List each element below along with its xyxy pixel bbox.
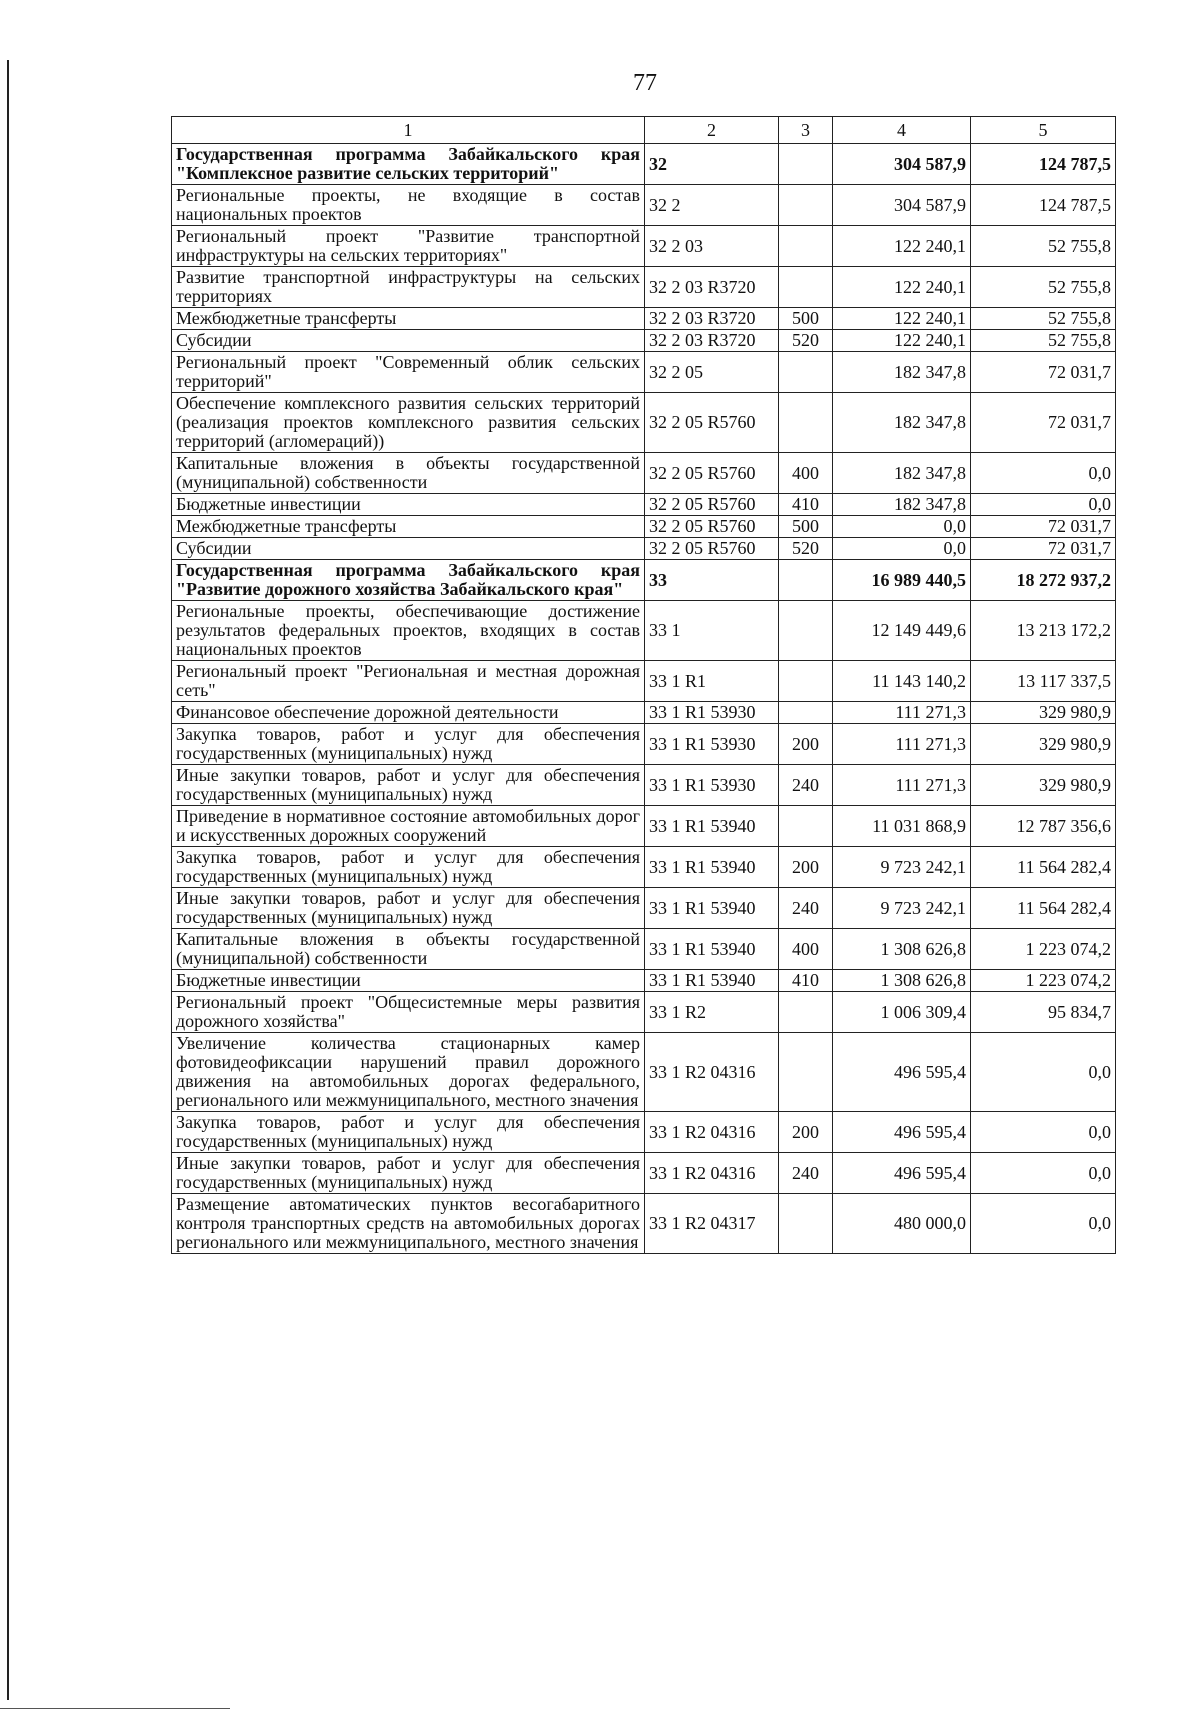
row-name-cell: Иные закупки товаров, работ и услуг для обеспечения государственных (муниципальных) нужд [172, 888, 645, 929]
row-value-2024-cell: 122 240,1 [833, 267, 971, 308]
row-value-2025-cell: 52 755,8 [971, 267, 1116, 308]
row-code-cell: 32 2 05 R5760 [645, 538, 779, 560]
row-name-cell: Увеличение количества стационарных камер фотовидеофиксации нарушений правил дорожного движения на автомобильных дорогах федерального, регионального или межмуниципального, местного значения [172, 1033, 645, 1112]
page-number: 77 [633, 70, 657, 96]
row-name-cell: Иные закупки товаров, работ и услуг для обеспечения государственных (муниципальных) нужд [172, 1153, 645, 1194]
row-name-cell: Иные закупки товаров, работ и услуг для обеспечения государственных (муниципальных) нужд [172, 765, 645, 806]
row-expense-type-cell: 410 [779, 494, 833, 516]
row-value-2025-cell: 1 223 074,2 [971, 929, 1116, 970]
row-name-cell: Капитальные вложения в объекты государственной (муниципальной) собственности [172, 929, 645, 970]
row-value-2025-cell: 329 980,9 [971, 724, 1116, 765]
row-value-2024-cell: 111 271,3 [833, 765, 971, 806]
row-value-2024-cell: 182 347,8 [833, 453, 971, 494]
row-value-2024-cell: 122 240,1 [833, 226, 971, 267]
row-value-2024-cell: 182 347,8 [833, 494, 971, 516]
table-row [172, 267, 1116, 308]
table-row [172, 847, 1116, 888]
row-value-2025-cell: 0,0 [971, 453, 1116, 494]
header-col-3: 3 [779, 117, 833, 144]
row-value-2025-cell: 0,0 [971, 1153, 1116, 1194]
row-name-cell: Бюджетные инвестиции [172, 494, 645, 516]
table-body [172, 144, 1116, 1254]
row-name-cell: Региональный проект "Развитие транспортной инфраструктуры на сельских территориях" [172, 226, 645, 267]
row-value-2025-cell: 95 834,7 [971, 992, 1116, 1033]
row-expense-type-cell [779, 393, 833, 453]
row-value-2025-cell: 13 213 172,2 [971, 601, 1116, 661]
row-name-cell: Субсидии [172, 538, 645, 560]
row-name-cell: Государственная программа Забайкальского края "Развитие дорожного хозяйства Забайкальского края" [172, 560, 645, 601]
row-name-cell: Закупка товаров, работ и услуг для обеспечения государственных (муниципальных) нужд [172, 724, 645, 765]
row-value-2024-cell: 496 595,4 [833, 1112, 971, 1153]
row-value-2025-cell: 11 564 282,4 [971, 847, 1116, 888]
row-expense-type-cell [779, 601, 833, 661]
row-value-2024-cell: 9 723 242,1 [833, 888, 971, 929]
row-code-cell: 32 2 03 R3720 [645, 330, 779, 352]
table-row [172, 1033, 1116, 1112]
row-value-2025-cell: 0,0 [971, 1033, 1116, 1112]
row-expense-type-cell: 410 [779, 970, 833, 992]
row-value-2025-cell: 329 980,9 [971, 765, 1116, 806]
row-code-cell: 33 1 R2 04316 [645, 1112, 779, 1153]
row-code-cell: 32 2 03 R3720 [645, 267, 779, 308]
row-code-cell: 33 1 R2 04317 [645, 1194, 779, 1254]
row-name-cell: Региональные проекты, обеспечивающие достижение результатов федеральных проектов, входящих в состав национальных проектов [172, 601, 645, 661]
row-code-cell: 33 1 R1 53940 [645, 929, 779, 970]
row-value-2024-cell: 111 271,3 [833, 702, 971, 724]
table-row [172, 702, 1116, 724]
row-code-cell: 33 1 R2 04316 [645, 1153, 779, 1194]
row-code-cell: 33 1 R1 53930 [645, 724, 779, 765]
row-code-cell: 32 2 [645, 185, 779, 226]
budget-table [171, 116, 1116, 1254]
row-value-2024-cell: 1 006 309,4 [833, 992, 971, 1033]
table-row [172, 765, 1116, 806]
row-expense-type-cell [779, 560, 833, 601]
row-expense-type-cell: 240 [779, 765, 833, 806]
row-expense-type-cell [779, 144, 833, 185]
row-name-cell: Региональный проект "Общесистемные меры развития дорожного хозяйства" [172, 992, 645, 1033]
row-value-2024-cell: 111 271,3 [833, 724, 971, 765]
table-header-row [172, 117, 1116, 144]
row-value-2025-cell: 12 787 356,6 [971, 806, 1116, 847]
row-code-cell: 32 2 05 R5760 [645, 494, 779, 516]
table-row [172, 992, 1116, 1033]
row-code-cell: 33 1 [645, 601, 779, 661]
row-code-cell: 33 1 R2 04316 [645, 1033, 779, 1112]
row-value-2025-cell: 52 755,8 [971, 308, 1116, 330]
row-expense-type-cell: 240 [779, 888, 833, 929]
row-expense-type-cell [779, 267, 833, 308]
row-value-2024-cell: 122 240,1 [833, 308, 971, 330]
row-code-cell: 33 1 R1 53940 [645, 806, 779, 847]
table-row [172, 724, 1116, 765]
row-code-cell: 33 1 R1 53930 [645, 702, 779, 724]
row-expense-type-cell: 240 [779, 1153, 833, 1194]
row-value-2025-cell: 52 755,8 [971, 330, 1116, 352]
row-expense-type-cell [779, 806, 833, 847]
table-row [172, 330, 1116, 352]
table-row [172, 516, 1116, 538]
row-value-2024-cell: 0,0 [833, 538, 971, 560]
row-code-cell: 32 [645, 144, 779, 185]
row-expense-type-cell: 200 [779, 1112, 833, 1153]
row-code-cell: 32 2 05 [645, 352, 779, 393]
row-code-cell: 33 1 R2 [645, 992, 779, 1033]
row-value-2024-cell: 182 347,8 [833, 393, 971, 453]
row-name-cell: Приведение в нормативное состояние автомобильных дорог и искусственных дорожных сооружений [172, 806, 645, 847]
row-value-2025-cell: 329 980,9 [971, 702, 1116, 724]
row-name-cell: Межбюджетные трансферты [172, 516, 645, 538]
row-value-2024-cell: 0,0 [833, 516, 971, 538]
row-value-2024-cell: 9 723 242,1 [833, 847, 971, 888]
row-code-cell: 32 2 03 [645, 226, 779, 267]
left-margin-line [7, 60, 9, 1700]
row-value-2025-cell: 72 031,7 [971, 516, 1116, 538]
row-code-cell: 32 2 05 R5760 [645, 393, 779, 453]
row-value-2024-cell: 182 347,8 [833, 352, 971, 393]
row-expense-type-cell [779, 1194, 833, 1254]
row-code-cell: 33 1 R1 [645, 661, 779, 702]
row-code-cell: 33 1 R1 53940 [645, 847, 779, 888]
row-name-cell: Размещение автоматических пунктов весогабаритного контроля транспортных средств на автомобильных дорогах регионального или межмуниципального, местного значения [172, 1194, 645, 1254]
row-code-cell: 33 1 R1 53930 [645, 765, 779, 806]
table-row [172, 888, 1116, 929]
table-row [172, 494, 1116, 516]
row-name-cell: Государственная программа Забайкальского края "Комплексное развитие сельских территорий" [172, 144, 645, 185]
row-code-cell: 32 2 03 R3720 [645, 308, 779, 330]
row-value-2025-cell: 124 787,5 [971, 185, 1116, 226]
table-row [172, 970, 1116, 992]
row-name-cell: Развитие транспортной инфраструктуры на сельских территориях [172, 267, 645, 308]
row-expense-type-cell [779, 661, 833, 702]
row-name-cell: Закупка товаров, работ и услуг для обеспечения государственных (муниципальных) нужд [172, 847, 645, 888]
row-expense-type-cell: 520 [779, 330, 833, 352]
row-expense-type-cell: 200 [779, 724, 833, 765]
row-value-2025-cell: 0,0 [971, 1194, 1116, 1254]
row-value-2024-cell: 1 308 626,8 [833, 929, 971, 970]
table-row [172, 352, 1116, 393]
row-value-2025-cell: 72 031,7 [971, 538, 1116, 560]
row-value-2024-cell: 11 031 868,9 [833, 806, 971, 847]
table-row [172, 560, 1116, 601]
table-row [172, 538, 1116, 560]
row-expense-type-cell: 400 [779, 453, 833, 494]
table-row [172, 929, 1116, 970]
table-row [172, 1194, 1116, 1254]
row-code-cell: 33 [645, 560, 779, 601]
row-code-cell: 32 2 05 R5760 [645, 516, 779, 538]
table-row [172, 144, 1116, 185]
row-expense-type-cell [779, 992, 833, 1033]
row-expense-type-cell [779, 185, 833, 226]
header-col-2: 2 [645, 117, 779, 144]
row-value-2025-cell: 18 272 937,2 [971, 560, 1116, 601]
table-row [172, 226, 1116, 267]
row-value-2024-cell: 304 587,9 [833, 185, 971, 226]
row-name-cell: Региональный проект "Современный облик сельских территорий" [172, 352, 645, 393]
row-value-2024-cell: 496 595,4 [833, 1153, 971, 1194]
row-value-2025-cell: 52 755,8 [971, 226, 1116, 267]
table-row [172, 806, 1116, 847]
row-expense-type-cell: 400 [779, 929, 833, 970]
row-name-cell: Закупка товаров, работ и услуг для обеспечения государственных (муниципальных) нужд [172, 1112, 645, 1153]
table-row [172, 308, 1116, 330]
row-value-2025-cell: 0,0 [971, 494, 1116, 516]
row-value-2025-cell: 72 031,7 [971, 352, 1116, 393]
row-code-cell: 33 1 R1 53940 [645, 888, 779, 929]
table-row [172, 661, 1116, 702]
row-value-2025-cell: 13 117 337,5 [971, 661, 1116, 702]
row-expense-type-cell: 200 [779, 847, 833, 888]
row-name-cell: Региональный проект "Региональная и местная дорожная сеть" [172, 661, 645, 702]
row-code-cell: 32 2 05 R5760 [645, 453, 779, 494]
row-name-cell: Финансовое обеспечение дорожной деятельности [172, 702, 645, 724]
row-value-2025-cell: 0,0 [971, 1112, 1116, 1153]
row-value-2025-cell: 72 031,7 [971, 393, 1116, 453]
row-expense-type-cell [779, 352, 833, 393]
row-code-cell: 33 1 R1 53940 [645, 970, 779, 992]
row-value-2024-cell: 1 308 626,8 [833, 970, 971, 992]
row-value-2024-cell: 16 989 440,5 [833, 560, 971, 601]
table-row [172, 1112, 1116, 1153]
row-value-2025-cell: 124 787,5 [971, 144, 1116, 185]
row-name-cell: Обеспечение комплексного развития сельских территорий (реализация проектов комплексного развития сельских территорий (агломераций)) [172, 393, 645, 453]
header-col-5: 5 [971, 117, 1116, 144]
row-name-cell: Региональные проекты, не входящие в состав национальных проектов [172, 185, 645, 226]
row-value-2025-cell: 11 564 282,4 [971, 888, 1116, 929]
row-expense-type-cell: 500 [779, 516, 833, 538]
header-col-1: 1 [172, 117, 645, 144]
row-expense-type-cell [779, 226, 833, 267]
row-value-2024-cell: 496 595,4 [833, 1033, 971, 1112]
row-name-cell: Субсидии [172, 330, 645, 352]
header-col-4: 4 [833, 117, 971, 144]
row-value-2025-cell: 1 223 074,2 [971, 970, 1116, 992]
table-row [172, 453, 1116, 494]
table-row [172, 393, 1116, 453]
bottom-margin-line [0, 1708, 230, 1709]
row-value-2024-cell: 122 240,1 [833, 330, 971, 352]
row-expense-type-cell [779, 1033, 833, 1112]
row-value-2024-cell: 480 000,0 [833, 1194, 971, 1254]
row-expense-type-cell: 500 [779, 308, 833, 330]
row-name-cell: Бюджетные инвестиции [172, 970, 645, 992]
row-value-2024-cell: 12 149 449,6 [833, 601, 971, 661]
row-expense-type-cell [779, 702, 833, 724]
row-value-2024-cell: 11 143 140,2 [833, 661, 971, 702]
table-row [172, 1153, 1116, 1194]
row-expense-type-cell: 520 [779, 538, 833, 560]
row-name-cell: Межбюджетные трансферты [172, 308, 645, 330]
table-row [172, 185, 1116, 226]
table-row [172, 601, 1116, 661]
row-name-cell: Капитальные вложения в объекты государственной (муниципальной) собственности [172, 453, 645, 494]
row-value-2024-cell: 304 587,9 [833, 144, 971, 185]
